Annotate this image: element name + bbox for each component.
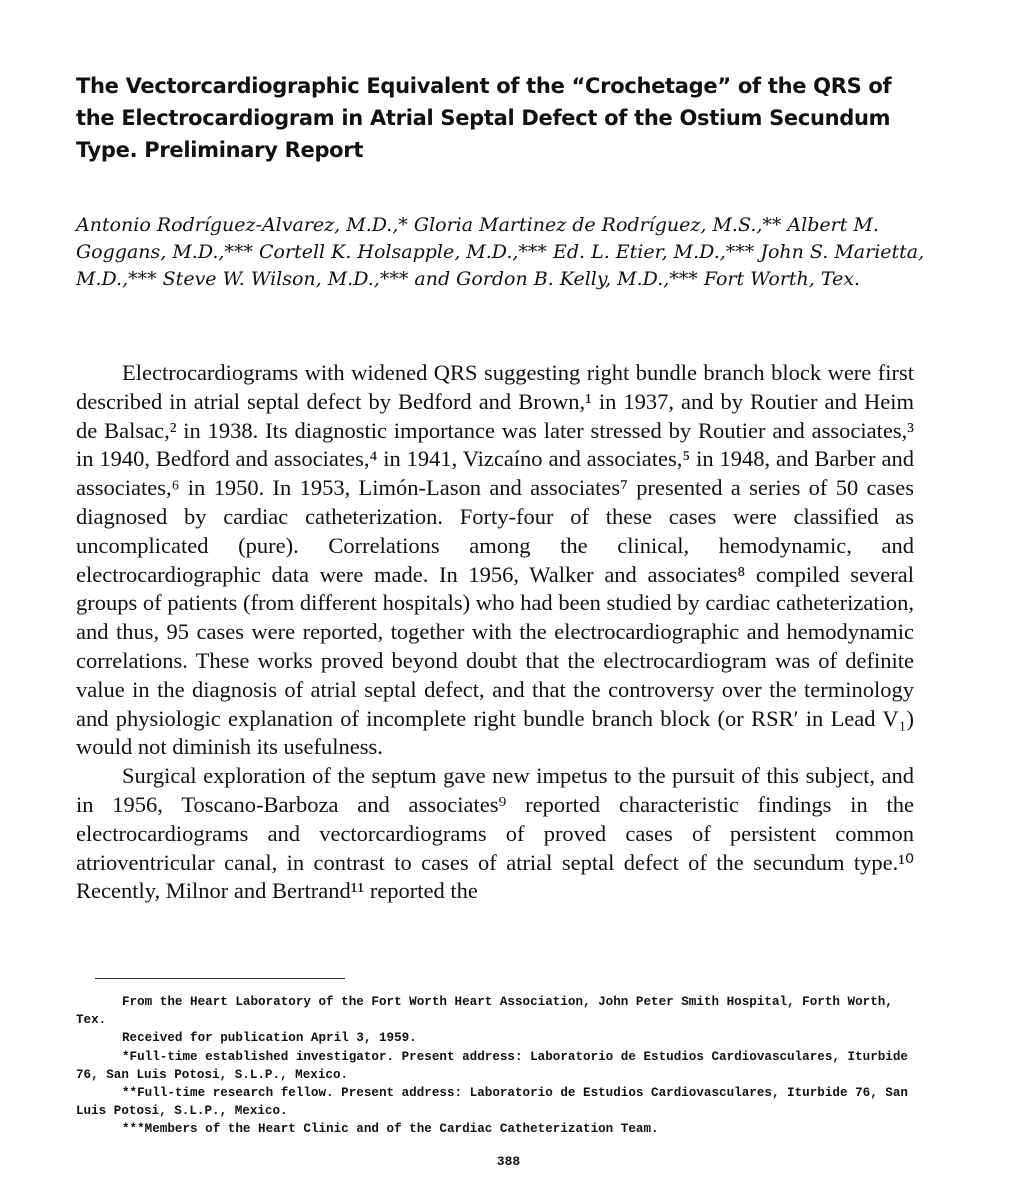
page-number: 388 [496, 1154, 521, 1169]
footnote-single-star: *Full-time established investigator. Present address: Laboratorio de Estudios Cardiovasculares, Iturbide 76, San Luis Potosi, S.L.P., Mexico. [76, 1049, 908, 1082]
footnote-double-star: **Full-time research fellow. Present address: Laboratorio de Estudios Cardiovasculares, Iturbide 76, San Luis Potosi, S.L.P., Mexico. [76, 1086, 908, 1119]
author-list: Antonio Rodríguez-Alvarez, M.D.,* Gloria Martinez de Rodríguez, M.S.,** Albert M. Goggans, M.D.,*** Cortell K. Holsapple, M.D.,*** Ed. L. Etier, M.D.,*** John S. Marietta, M.D.,*** Steve W. Wilson, M.D.,*** and Gordon B. Kelly, M.D.,*** Fort Worth, Tex. [76, 214, 925, 290]
article-body [76, 359, 914, 906]
body-paragraph: Electrocardiograms with widened QRS suggesting right bundle branch block were first described in atrial septal defect by Bedford and Brown,¹ in 1937, and by Routier and Heim de Balsac,² in 1938. Its diagnostic importance was later stressed by Routier and associates,³ in 1940, Bedford and associates,⁴ in 1941, Vizcaíno and associates,⁵ in 1948, and Barber and associates,⁶ in 1950. In 1953, Limón-Lason and associates⁷ presented a series of 50 cases diagnosed by cardiac catheterization. Forty-four of these cases were classified as uncomplicated (pure). Correlations among the clinical, hemodynamic, and electrocardiographic data were made. In 1956, Walker and associates⁸ compiled several groups of patients (from different hospitals) who had been studied by cardiac catheterization, and thus, 95 cases were reported, together with the electrocardiographic and hemodynamic correlations. These works proved beyond doubt that the electrocardiogram was of definite value in the diagnosis of atrial septal defect, and that the controversy over the terminology and physiologic explanation of incomplete right bundle branch block (or RSR′ in Lead V₁) would not diminish its usefulness. [76, 360, 914, 760]
article-title: The Vectorcardiographic Equivalent of the “Crochetage” of the QRS of the Electrocardiogram in Atrial Septal Defect of the Ostium Secundum Type. Preliminary Report [76, 74, 892, 162]
footnote-divider [95, 978, 345, 979]
body-paragraph: Surgical exploration of the septum gave new impetus to the pursuit of this subject, and in 1956, Toscano-Barboza and associates⁹ reported characteristic findings in the electrocardiograms and vectorcardiograms of proved cases of persistent common atrioventricular canal, in contrast to cases of atrial septal defect of the secundum type.¹⁰ Recently, Milnor and Bertrand¹¹ reported the [76, 763, 914, 904]
footnote-received: Received for publication April 3, 1959. [122, 1031, 417, 1046]
footnote-affiliation: From the Heart Laboratory of the Fort Worth Heart Association, John Peter Smith Hospital, Forth Worth, Tex. [76, 995, 893, 1028]
footnote-triple-star: ***Members of the Heart Clinic and of the Cardiac Catheterization Team. [122, 1122, 659, 1137]
footnotes [76, 993, 914, 1139]
